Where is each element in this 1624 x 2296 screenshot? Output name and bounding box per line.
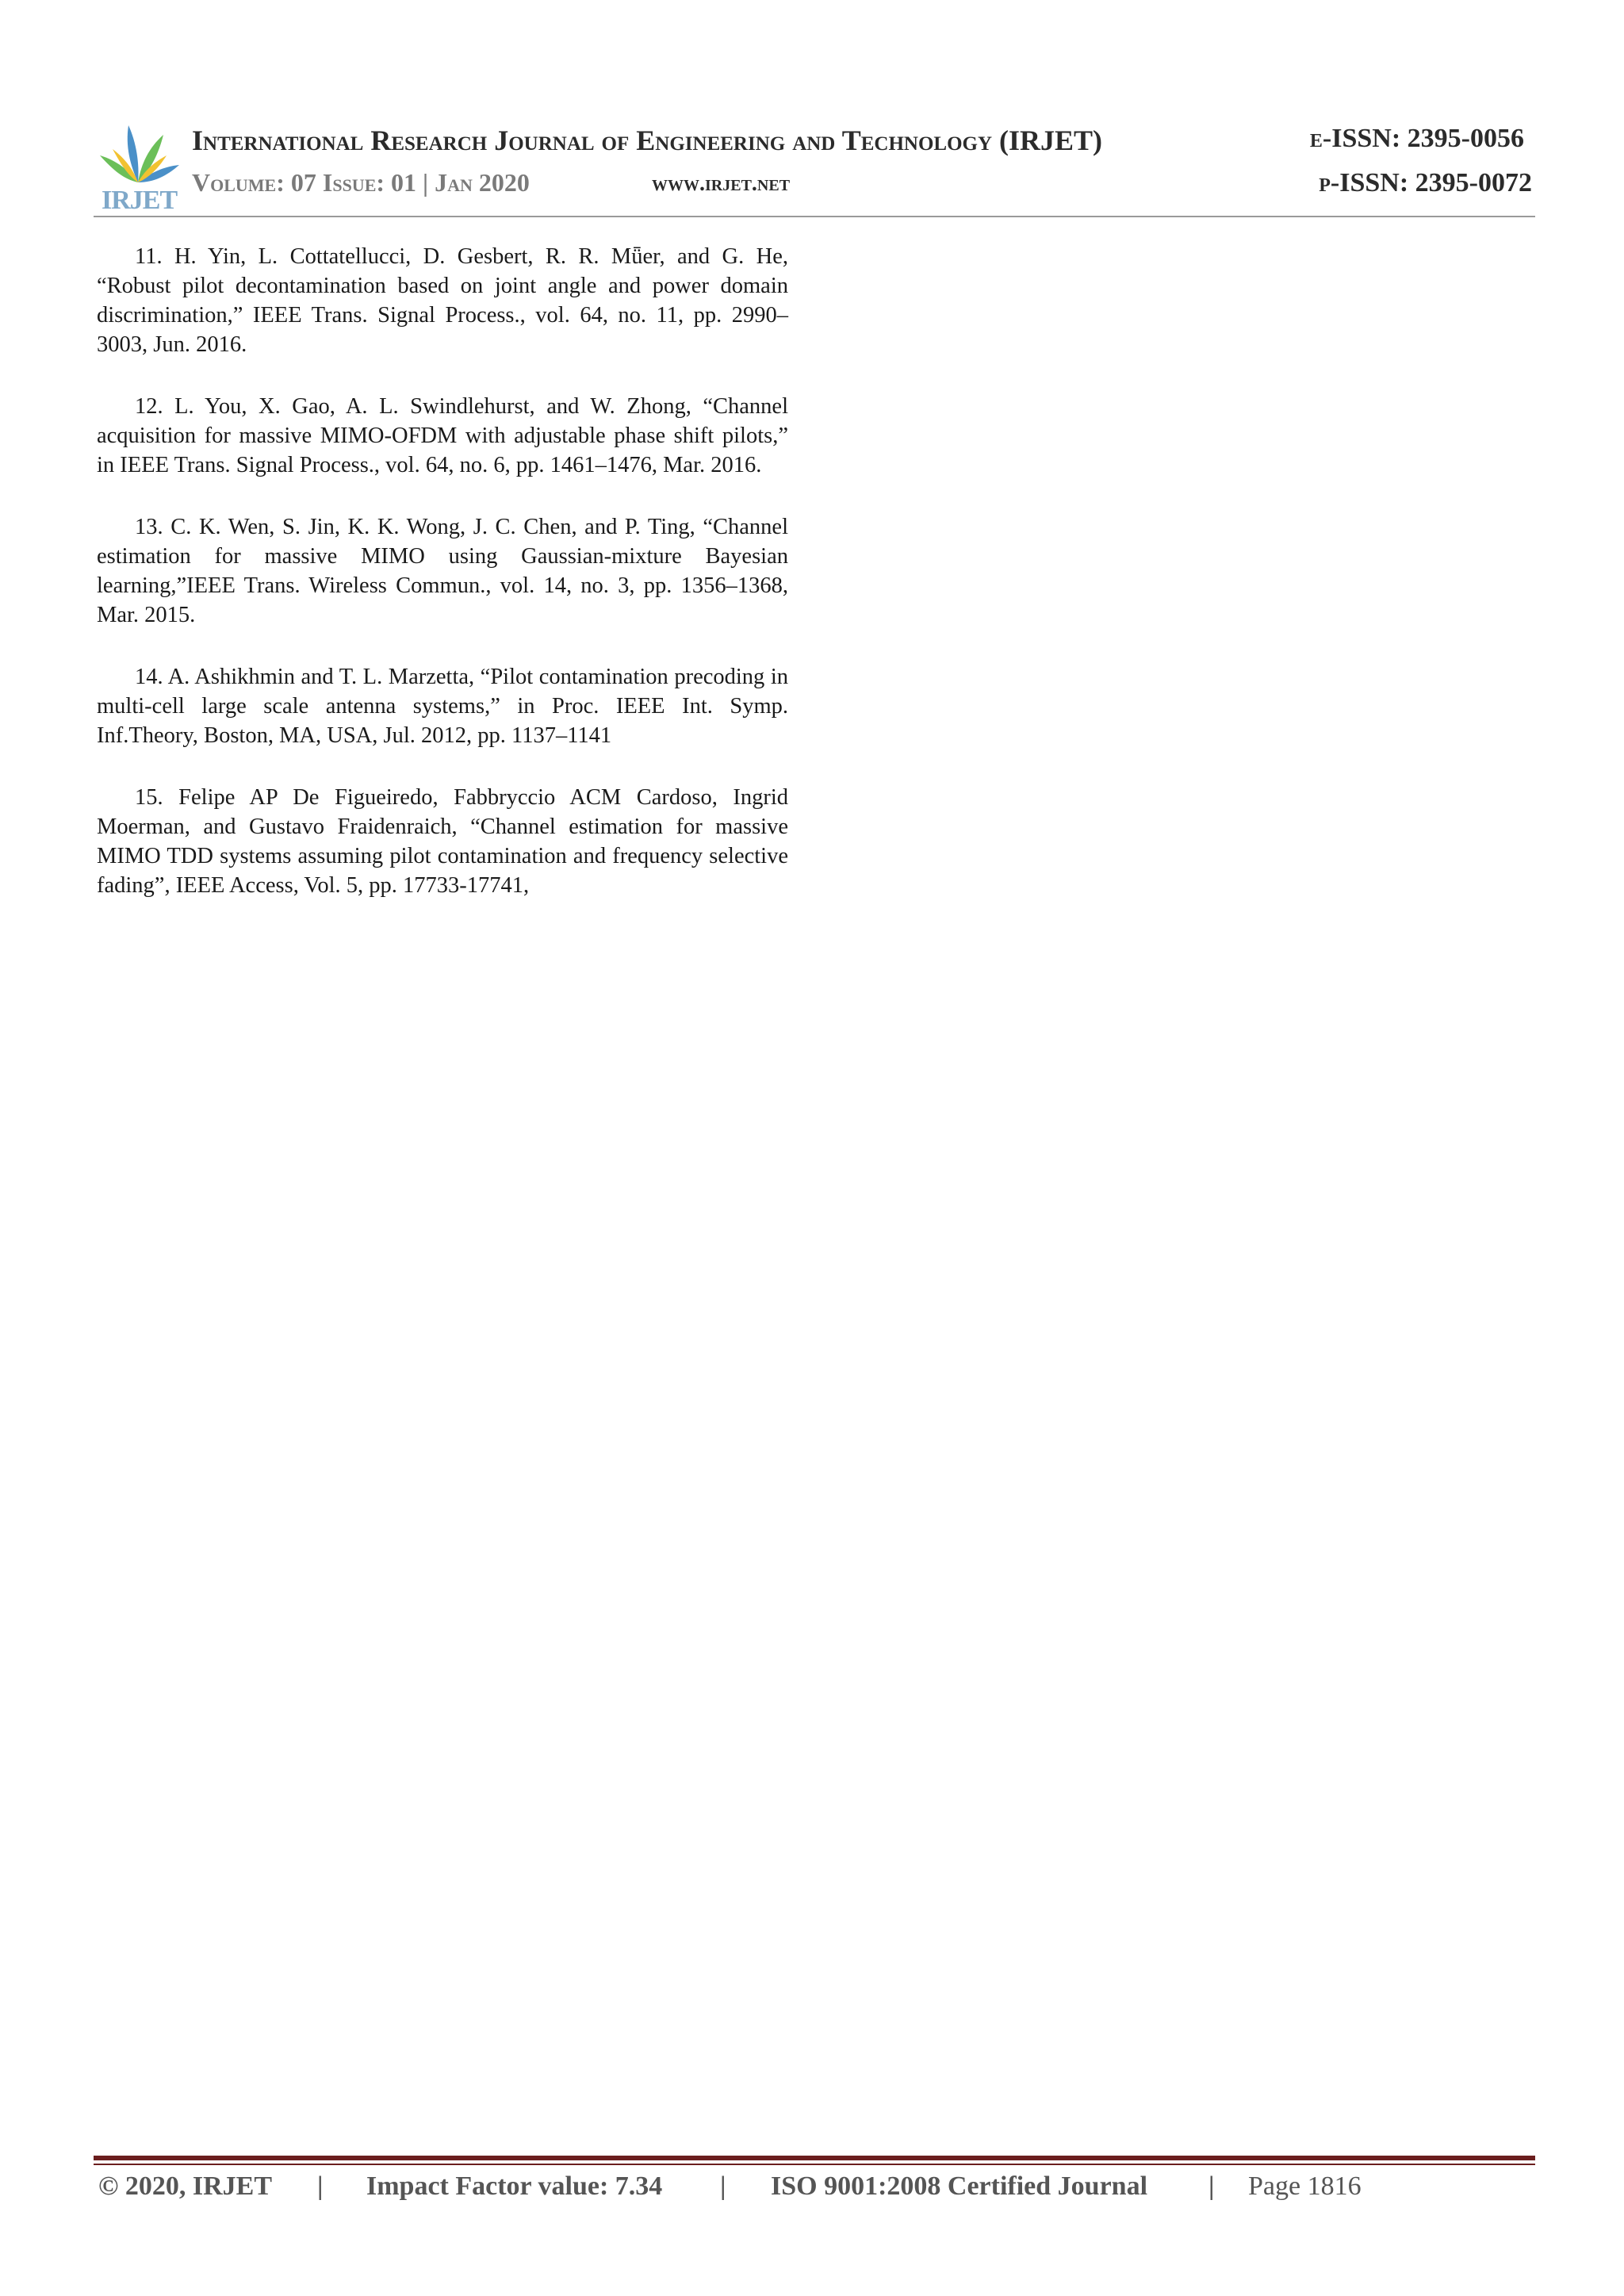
footer-separator: |	[720, 2171, 726, 2201]
references-list	[97, 242, 788, 933]
e-issn: e-ISSN: 2395-0056	[1309, 124, 1524, 153]
logo-text: IRJET	[102, 186, 178, 215]
p-issn: p-ISSN: 2395-0072	[1319, 168, 1532, 197]
reference-item: 11. H. Yin, L. Cottatellucci, D. Gesbert, R. R. Mǖer, and G. He, “Robust pilot decontamination based on joint angle and power domain discrimination,” IEEE Trans. Signal Process., vol. 64, no. 11, pp. 2990–3003, Jun. 2016.	[97, 244, 788, 357]
reference-item: 14. A. Ashikhmin and T. L. Marzetta, “Pilot contamination precoding in multi-cell large scale antenna systems,” in Proc. IEEE Int. Symp. Inf.Theory, Boston, MA, USA, Jul. 2012, pp. 1137–1141	[97, 665, 788, 748]
footer-impact-factor: Impact Factor value: 7.34	[366, 2171, 663, 2201]
footer-iso-certification: ISO 9001:2008 Certified Journal	[771, 2171, 1148, 2201]
page-header	[94, 117, 1535, 219]
reference-item: 13. C. K. Wen, S. Jin, K. K. Wong, J. C. Chen, and P. Ting, “Channel estimation for massive MIMO using Gaussian-mixture Bayesian learning,”IEEE Trans. Wireless Commun., vol. 14, no. 3, pp. 1356–1368, Mar. 2015.	[97, 515, 788, 627]
website-link[interactable]: www.irjet.net	[652, 171, 791, 196]
footer-divider-thick	[94, 2156, 1535, 2160]
footer-divider-thin	[94, 2164, 1535, 2165]
header-divider	[94, 216, 1535, 217]
volume-issue-date: Volume: 07 Issue: 01 | Jan 2020	[192, 168, 530, 197]
reference-item: 15. Felipe AP De Figueiredo, Fabbryccio ACM Cardoso, Ingrid Moerman, and Gustavo Fraidenraich, “Channel estimation for massive MIMO TDD systems assuming pilot contamination and frequency selective fading”, IEEE Access, Vol. 5, pp. 17733-17741,	[97, 785, 788, 898]
footer-separator: |	[1208, 2171, 1215, 2201]
footer-separator: |	[317, 2171, 324, 2201]
footer-page-number: Page 1816	[1248, 2171, 1362, 2201]
irjet-logo	[94, 117, 182, 216]
footer-copyright: © 2020, IRJET	[98, 2171, 273, 2201]
reference-item: 12. L. You, X. Gao, A. L. Swindlehurst, and W. Zhong, “Channel acquisition for massive MIMO-OFDM with adjustable phase shift pilots,” in IEEE Trans. Signal Process., vol. 64, no. 6, pp. 1461–1476, Mar. 2016.	[97, 394, 788, 477]
journal-title: International Research Journal of Engineering and Technology (IRJET)	[192, 125, 1103, 156]
